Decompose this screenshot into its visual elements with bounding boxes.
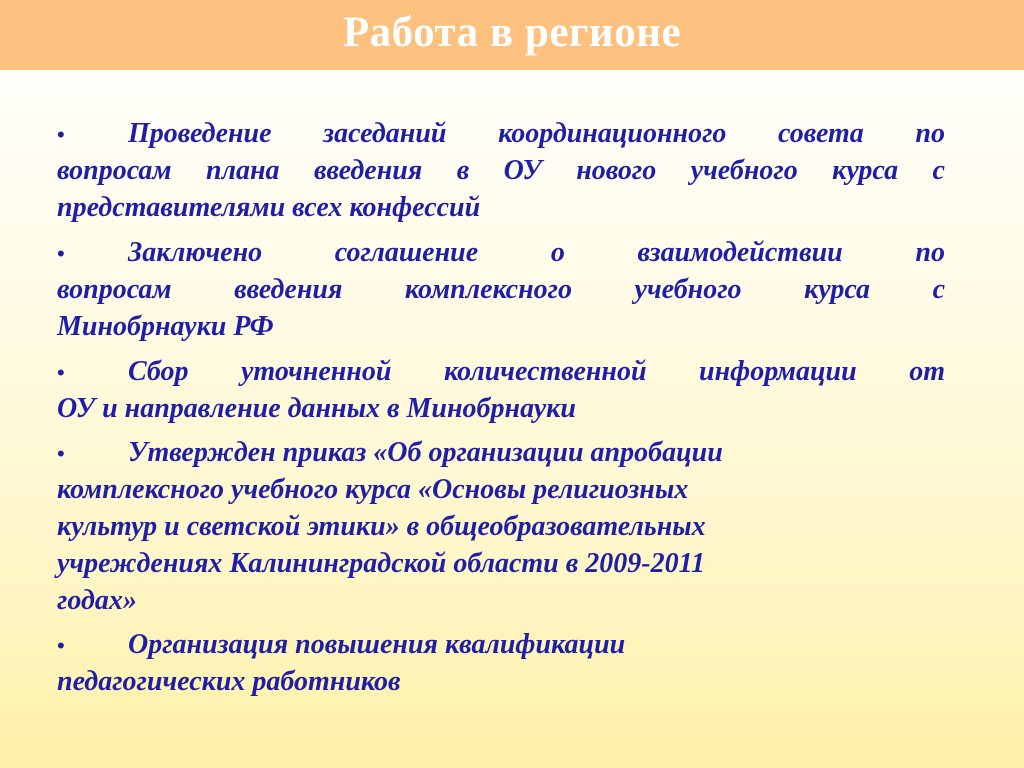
list-item-2-line-2: вопросам введения комплексного учебного курса с (57, 274, 945, 305)
list-item-4-line-1: Утвержден приказ «Об организации апробации (128, 437, 723, 468)
bullet-3: • (57, 360, 65, 385)
list-item-4-line-5: годах» (57, 585, 137, 616)
list-item-1 (57, 115, 945, 226)
list-item-5-line-1: Организация повышения квалификации (128, 629, 626, 660)
page-title: Работа в регионе (342, 8, 682, 56)
list-item-3-line-2: ОУ и направление данных в Минобрнауки (57, 393, 576, 424)
list-item-4-line-3: культур и светской этики» в общеобразовательных (57, 511, 706, 542)
bullet-1: • (57, 122, 65, 147)
bullet-5: • (57, 633, 65, 658)
list-item-1-line-2: вопросам плана введения в ОУ нового учебного курса с (57, 155, 945, 186)
list-item-2-line-3: Минобрнауки РФ (57, 311, 274, 342)
list-item-1-line-1: Проведение заседаний координационного совета по (128, 118, 945, 149)
bullet-2: • (57, 241, 65, 266)
list-item-4-line-2: комплексного учебного курса «Основы религиозных (57, 474, 689, 505)
list-item-5-line-2: педагогических работников (57, 666, 401, 697)
bullet-4: • (57, 441, 65, 466)
list-item-5 (57, 626, 945, 700)
list-item-1-line-3: представителями всех конфессий (57, 192, 481, 223)
list-item-3 (57, 353, 945, 427)
list-item-2-line-1: Заключено соглашение о взаимодействии по (128, 237, 945, 268)
list-item-3-line-1: Сбор уточненной количественной информации от (128, 356, 945, 387)
list-item-2 (57, 234, 945, 345)
list-item-4 (57, 434, 945, 619)
list-item-4-line-4: учреждениях Калининградской области в 2009-2011 (57, 548, 706, 579)
